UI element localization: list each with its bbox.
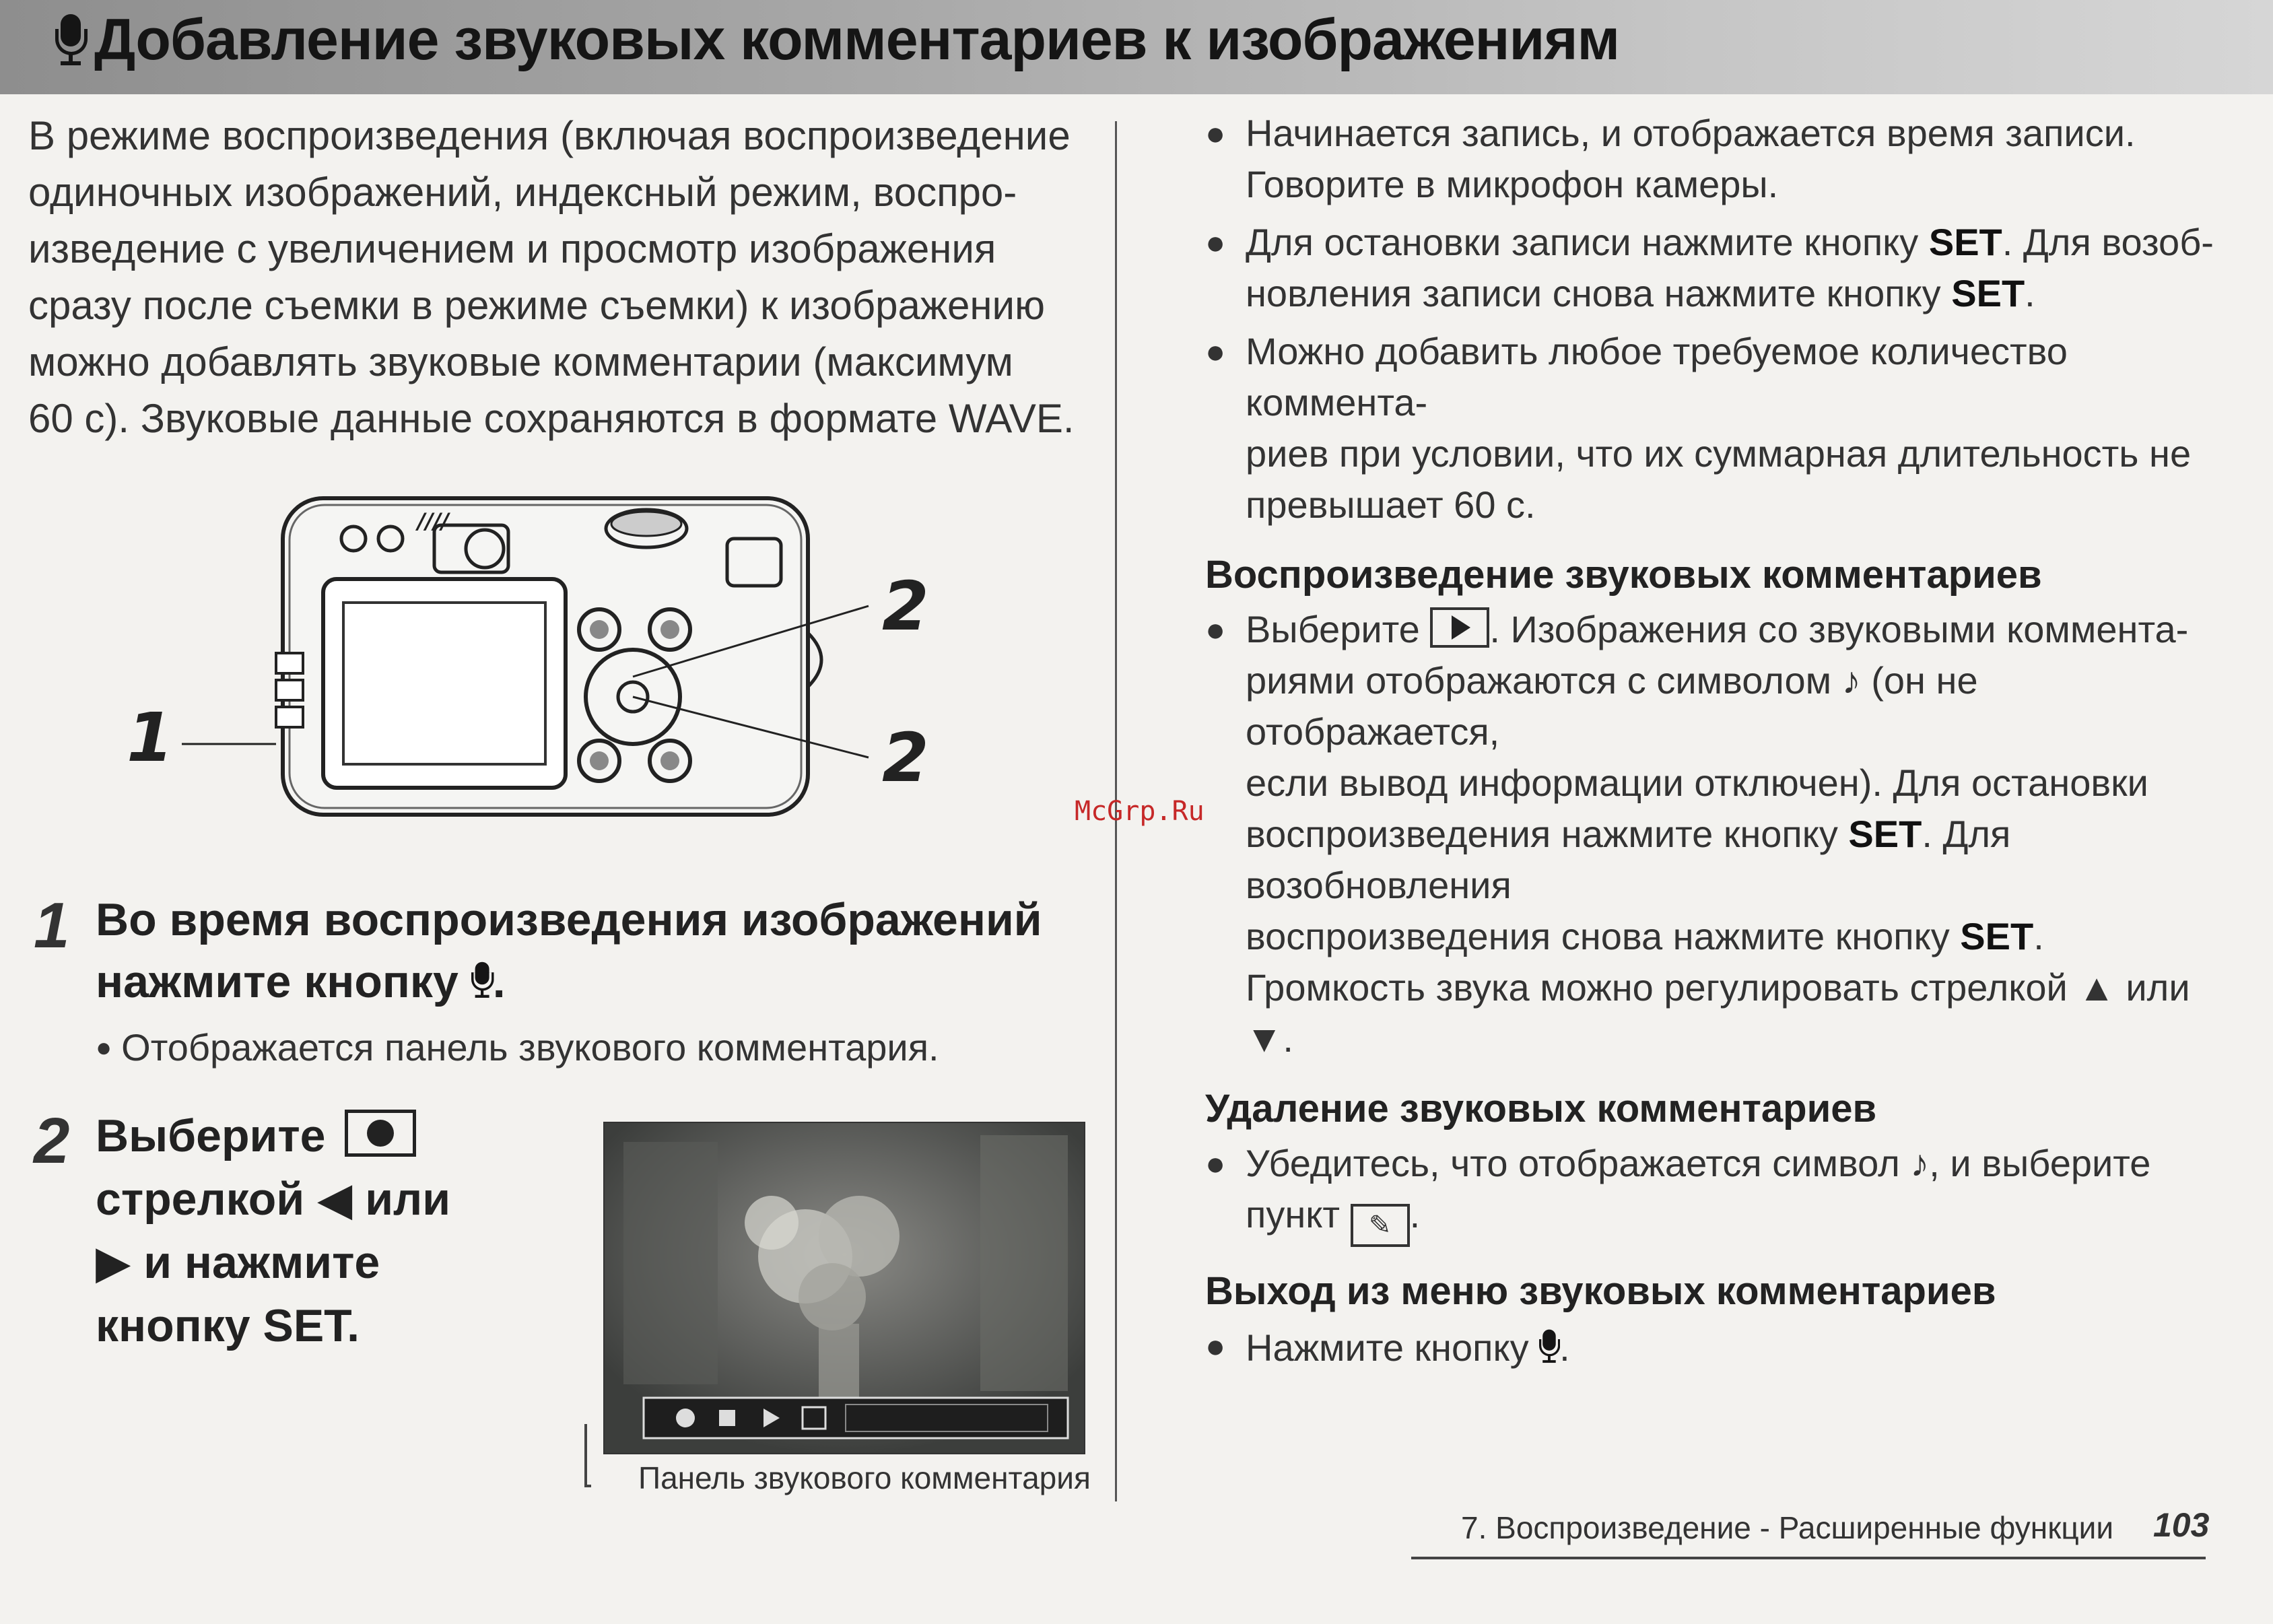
- figure-label-2-bottom: 2: [882, 718, 929, 797]
- step-heading-line: стрелкой ◀ или: [96, 1174, 451, 1225]
- intro-line: 60 с). Звуковые данные сохраняются в формате WAVE.: [28, 396, 1075, 441]
- text-line: превышает 60 с.: [1246, 483, 1536, 526]
- record-icon: [345, 1110, 416, 1157]
- section-heading-exit: Выход из меню звуковых комментариев: [1205, 1269, 1996, 1313]
- step-2: [34, 1104, 586, 1357]
- intro-paragraph: [28, 108, 1085, 447]
- photo-caption: Панель звукового комментария: [638, 1460, 1091, 1495]
- text-span: .: [1559, 1326, 1570, 1369]
- microphone-icon: [1539, 1330, 1559, 1364]
- step-heading: [96, 889, 1084, 1013]
- right-column: [1205, 108, 2215, 1380]
- watermark: McGrp.Ru: [1075, 796, 1205, 827]
- bullet-playback: [1205, 604, 2215, 1064]
- text-span: .: [2025, 272, 2035, 314]
- text-span: Выберите: [1246, 608, 1420, 650]
- text-line: риев при условии, что их суммарная длительность не: [1246, 432, 2192, 475]
- text-line: Начинается запись, и отображается время записи.: [1246, 112, 2136, 154]
- text-span: воспроизведения нажмите кнопку: [1246, 813, 1849, 855]
- caption-leader-line: [584, 1424, 591, 1487]
- text-span: воспроизведения снова нажмите кнопку: [1246, 915, 1961, 957]
- step-heading-line: ▶ и нажмите: [96, 1237, 380, 1288]
- text-span: . Изображения со звуковыми коммента-: [1489, 608, 2189, 650]
- page-title: [55, 7, 1619, 73]
- step-heading-line: кнопку SET.: [96, 1300, 360, 1351]
- set-key-label: SET: [1960, 915, 2034, 957]
- figure-label-1: 1: [127, 698, 174, 777]
- step-number: 1: [34, 889, 70, 961]
- camera-illustration: [108, 485, 970, 835]
- page-title-text: Добавление звуковых комментариев к изображениям: [94, 7, 1620, 72]
- text-span: .: [1409, 1193, 1421, 1236]
- step-note: ● Отображается панель звукового комментария.: [96, 1022, 1084, 1073]
- text-span: Для остановки записи нажмите кнопку: [1246, 221, 1929, 263]
- set-key-label: SET: [1928, 221, 2002, 263]
- intro-line: можно добавлять звуковые комментарии (максимум: [28, 339, 1013, 384]
- bullet-exit: [1205, 1320, 2215, 1374]
- delete-comment-icon: ✎: [1351, 1204, 1410, 1247]
- section-heading-playback: Воспроизведение звуковых комментариев: [1205, 553, 2042, 597]
- intro-line: В режиме воспроизведения (включая воспроизведение: [28, 113, 1071, 158]
- bullet-stop-recording: [1205, 217, 2215, 319]
- set-key-label: SET: [1848, 813, 1922, 855]
- text-span: Нажмите кнопку: [1246, 1326, 1529, 1369]
- intro-line: изведение с увеличением и просмотр изображения: [28, 226, 996, 271]
- page-number: 103: [2153, 1506, 2210, 1544]
- period: .: [492, 956, 506, 1007]
- text-line: если вывод информации отключен). Для остановки: [1246, 762, 2148, 804]
- text-line: риями отображаются с символом ♪ (он не отображается,: [1246, 659, 1978, 753]
- step-heading-line: Выберите: [96, 1110, 326, 1161]
- figure-label-2-top: 2: [882, 567, 929, 646]
- text-span: . Для возобновления: [1246, 813, 2011, 906]
- svg-text:////: ////: [417, 508, 449, 534]
- bullet-add-comments: [1205, 326, 2215, 531]
- section-heading-delete: Удаление звуковых комментариев: [1205, 1087, 1877, 1130]
- play-icon: [1430, 607, 1489, 648]
- text-line: Убедитесь, что отображается символ ♪, и выберите: [1246, 1142, 2151, 1184]
- text-span: .: [2033, 915, 2044, 957]
- text-span: новления записи снова нажмите кнопку: [1246, 272, 1952, 314]
- bullet-delete: [1205, 1138, 2215, 1247]
- step-heading-line: нажмите кнопку: [96, 956, 459, 1007]
- page-header: [0, 0, 2273, 94]
- microphone-icon: [471, 962, 493, 999]
- set-key-label: SET: [1951, 272, 2025, 314]
- text-line: Говорите в микрофон камеры.: [1246, 163, 1779, 205]
- text-span: пункт: [1246, 1193, 1341, 1236]
- step-1: [34, 889, 1084, 1073]
- step-heading: [96, 1104, 586, 1357]
- footer-section-title: 7. Воспроизведение - Расширенные функции: [1461, 1510, 2114, 1545]
- text-span: . Для возоб-: [2002, 221, 2214, 263]
- intro-line: одиночных изображений, индексный режим, воспро-: [28, 170, 1017, 215]
- footer-rule: [1411, 1557, 2206, 1559]
- microphone-icon: [55, 14, 86, 67]
- step-number: 2: [34, 1105, 70, 1177]
- screen-photo: [603, 1122, 1085, 1454]
- intro-line: сразу после съемки в режиме съемки) к изображению: [28, 283, 1046, 328]
- step-heading-line: Во время воспроизведения изображений: [96, 894, 1042, 945]
- bullet-recording-starts: [1205, 108, 2215, 210]
- left-column: [28, 108, 1085, 447]
- text-line: Можно добавить любое требуемое количество коммента-: [1246, 330, 2068, 424]
- text-line: Громкость звука можно регулировать стрелкой ▲ или ▼.: [1246, 966, 2190, 1060]
